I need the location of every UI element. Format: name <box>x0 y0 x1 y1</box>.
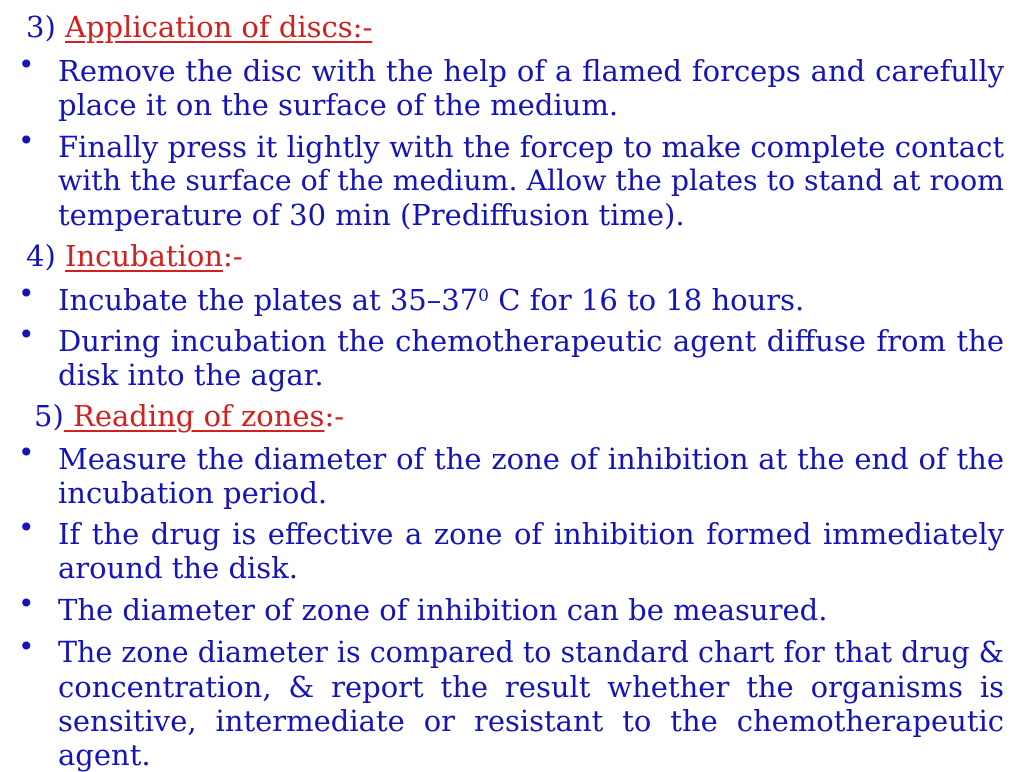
section-title: Reading of zones <box>63 399 325 433</box>
bullet-line: The diameter of zone of inhibition can be measured. <box>58 593 828 627</box>
bullet-line: with the surface of the medium. Allow the plates to stand at room <box>58 164 1005 197</box>
bullet-line: The zone diameter is compared to standard chart for that drug & <box>58 636 1004 669</box>
bullet-line: concentration, & report the result whether the organisms is <box>58 670 1004 704</box>
section-number: 3) <box>26 10 65 44</box>
section-title: Application of discs:- <box>64 10 373 44</box>
section-suffix: :- <box>222 239 243 273</box>
bullet-icon: • <box>18 318 35 351</box>
bullet-line: Finally press it lightly with the forcep to make complete contact <box>58 130 1004 164</box>
bullet-line: incubation period. <box>58 476 328 510</box>
bullet-line: If the drug is effective a zone of inhibition formed immediately <box>58 517 1004 551</box>
bullet-line: agent. <box>58 738 151 772</box>
bullet-icon: • <box>18 511 35 544</box>
bullet-icon: • <box>18 436 35 469</box>
bullet-text: Incubate the plates at 35–37 <box>58 283 479 317</box>
superscript: 0 <box>478 286 489 306</box>
section-heading-application <box>26 10 372 44</box>
section-title: Incubation <box>64 239 223 273</box>
bullet-line: temperature of 30 min (Prediffusion time). <box>58 198 685 232</box>
bullet-icon: • <box>18 587 35 620</box>
section-number: 5) <box>34 399 64 433</box>
bullet-line: sensitive, intermediate or resistant to the chemotherapeutic <box>58 704 1004 738</box>
bullet-icon: • <box>18 630 35 663</box>
bullet-icon: • <box>18 277 35 310</box>
section-heading-reading <box>34 399 344 433</box>
section-suffix: :- <box>324 399 345 433</box>
bullet-line: place it on the surface of the medium. <box>58 88 619 122</box>
section-heading-incubation <box>26 239 243 273</box>
bullet-line: Measure the diameter of the zone of inhibition at the end of the <box>58 442 1004 476</box>
bullet-icon: • <box>18 124 35 157</box>
bullet-icon: • <box>18 48 35 81</box>
bullet-line: disk into the agar. <box>58 358 324 392</box>
bullet-text: C for 16 to 18 hours. <box>489 283 805 317</box>
bullet-line: around the disk. <box>58 551 298 585</box>
bullet-line: Remove the disc with the help of a flamed forceps and carefully <box>58 54 1004 88</box>
bullet-line: During incubation the chemotherapeutic agent diffuse from the <box>58 324 1004 358</box>
bullet-line <box>58 283 1004 317</box>
section-number: 4) <box>26 239 65 273</box>
